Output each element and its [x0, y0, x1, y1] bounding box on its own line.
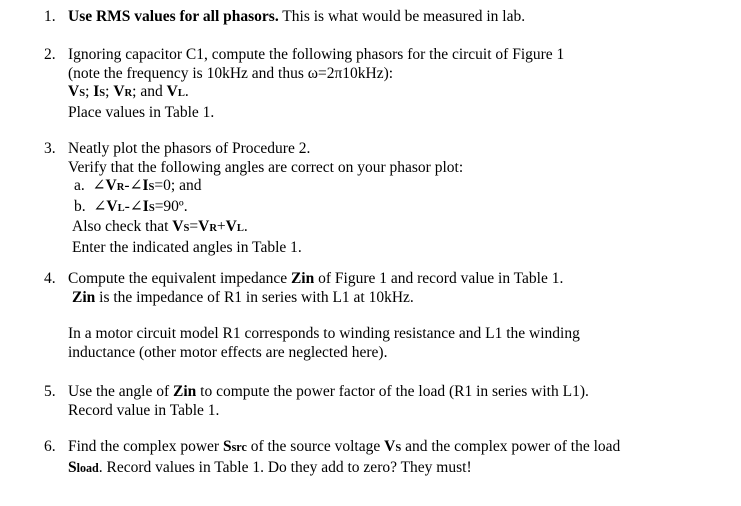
item-line: Also check that VS=VR+VL. [72, 218, 248, 235]
item-line: Place values in Table 1. [68, 103, 215, 121]
item-line: Sload. Record values in Table 1. Do they add to zero? They must! [68, 458, 472, 476]
item-line: Compute the equivalent impedance Zin of Figure 1 and record value in Table 1. [68, 270, 564, 287]
item-line: Neatly plot the phasors of Procedure 2. [68, 140, 311, 157]
sub-item-a: a. ∠VR-∠IS=0; and [74, 177, 202, 194]
phasor-list: VS; IS; VR; and VL. [68, 83, 189, 100]
item-number: 6. [44, 438, 56, 455]
item-line: Ignoring capacitor C1, compute the following phasors for the circuit of Figure 1 [68, 46, 565, 63]
sub-item-b: b. ∠VL-∠IS=90º. [74, 197, 188, 215]
item-line: (note the frequency is 10kHz and thus ω=2π10kHz): [68, 64, 394, 82]
item-line: Zin is the impedance of R1 in series with L1 at 10kHz. [72, 288, 414, 306]
item-number: 3. [44, 140, 56, 157]
item-line: inductance (other motor effects are neglected here). [68, 343, 388, 361]
item-line: In a motor circuit model R1 corresponds to winding resistance and L1 the winding [68, 325, 580, 342]
item-number: 4. [44, 270, 56, 287]
item-line: Enter the indicated angles in Table 1. [72, 238, 302, 256]
item-line: Verify that the following angles are correct on your phasor plot: [68, 158, 464, 176]
item-line: Use RMS values for all phasors. This is what would be measured in lab. [68, 8, 526, 25]
item-number: 2. [44, 46, 56, 63]
item-number: 1. [44, 8, 56, 25]
item-line: Use the angle of Zin to compute the power factor of the load (R1 in series with L1). [68, 383, 589, 400]
item-number: 5. [44, 383, 56, 400]
item-line: Record value in Table 1. [68, 401, 220, 419]
item-line: Find the complex power Ssrc of the source voltage VS and the complex power of the load [68, 438, 621, 455]
